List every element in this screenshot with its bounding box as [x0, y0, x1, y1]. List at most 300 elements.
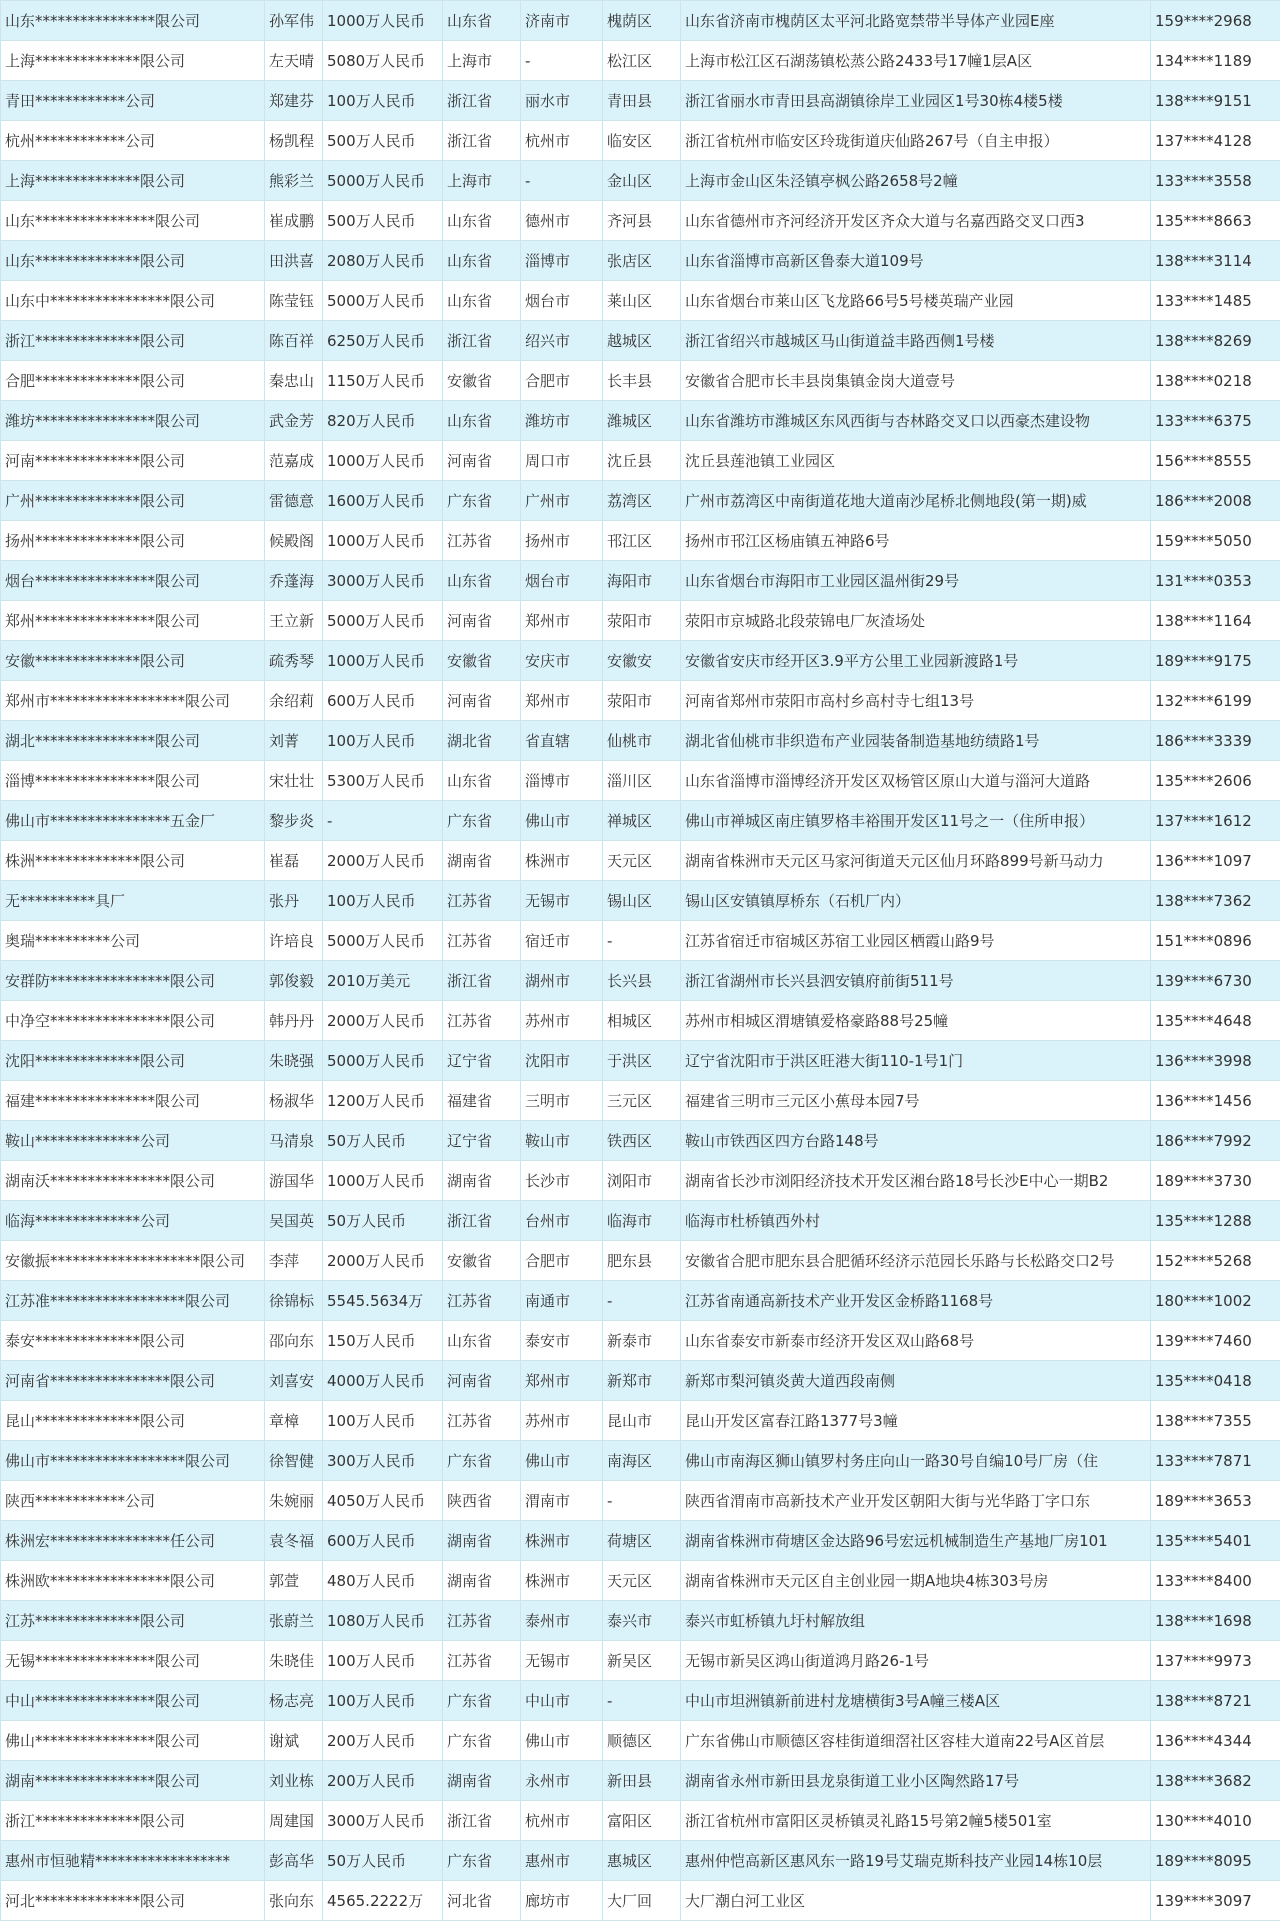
city-cell: 宿迁市 [521, 921, 603, 961]
address-cell: 浙江省丽水市青田县高湖镇徐岸工业园区1号30栋4楼5楼 [681, 81, 1151, 121]
company-name-cell: 广州**************限公司 [1, 481, 265, 521]
legal-representative-cell: 郭萱 [265, 1561, 323, 1601]
district-cell: 荥阳市 [603, 681, 681, 721]
registered-capital-cell: 300万人民币 [323, 1441, 443, 1481]
district-cell: 齐河县 [603, 201, 681, 241]
registered-capital-cell: 1000万人民币 [323, 641, 443, 681]
address-cell: 扬州市邗江区杨庙镇五神路6号 [681, 521, 1151, 561]
district-cell: 相城区 [603, 1001, 681, 1041]
registered-capital-cell: 50万人民币 [323, 1121, 443, 1161]
legal-representative-cell: 陈百祥 [265, 321, 323, 361]
legal-representative-cell: 雷德意 [265, 481, 323, 521]
table-row [1, 681, 1280, 721]
city-cell: 省直辖 [521, 721, 603, 761]
legal-representative-cell: 候殿阁 [265, 521, 323, 561]
district-cell: 新田县 [603, 1761, 681, 1801]
province-cell: 安徽省 [443, 1241, 521, 1281]
table-row [1, 161, 1280, 201]
province-cell: 浙江省 [443, 1801, 521, 1841]
company-name-cell: 陕西************公司 [1, 1481, 265, 1521]
address-cell: 昆山开发区富春江路1377号3幢 [681, 1401, 1151, 1441]
registered-capital-cell: 2010万美元 [323, 961, 443, 1001]
district-cell: 荔湾区 [603, 481, 681, 521]
phone-cell: 186****2008 [1151, 481, 1280, 521]
city-cell: 中山市 [521, 1681, 603, 1721]
district-cell: 长兴县 [603, 961, 681, 1001]
phone-cell: 136****4344 [1151, 1721, 1280, 1761]
table-row [1, 561, 1280, 601]
city-cell: 合肥市 [521, 1241, 603, 1281]
city-cell: 沈阳市 [521, 1041, 603, 1081]
company-name-cell: 惠州市恒驰精****************** [1, 1841, 265, 1881]
phone-cell: 131****0353 [1151, 561, 1280, 601]
table-row [1, 801, 1280, 841]
table-row [1, 1761, 1280, 1801]
company-name-cell: 河南**************限公司 [1, 441, 265, 481]
phone-cell: 159****5050 [1151, 521, 1280, 561]
table-row [1, 1401, 1280, 1441]
province-cell: 江苏省 [443, 1641, 521, 1681]
company-name-cell: 安徽振********************限公司 [1, 1241, 265, 1281]
registered-capital-cell: 100万人民币 [323, 1681, 443, 1721]
address-cell: 浙江省杭州市富阳区灵桥镇灵礼路15号第2幢5楼501室 [681, 1801, 1151, 1841]
phone-cell: 135****2606 [1151, 761, 1280, 801]
legal-representative-cell: 章樟 [265, 1401, 323, 1441]
company-name-cell: 上海**************限公司 [1, 161, 265, 201]
legal-representative-cell: 谢斌 [265, 1721, 323, 1761]
table-row [1, 1161, 1280, 1201]
legal-representative-cell: 郑建芬 [265, 81, 323, 121]
city-cell: - [521, 161, 603, 201]
city-cell: 无锡市 [521, 1641, 603, 1681]
province-cell: 安徽省 [443, 641, 521, 681]
legal-representative-cell: 疏秀琴 [265, 641, 323, 681]
address-cell: 惠州仲恺高新区惠风东一路19号艾瑞克斯科技产业园14栋10层 [681, 1841, 1151, 1881]
legal-representative-cell: 许培良 [265, 921, 323, 961]
address-cell: 浙江省杭州市临安区玲珑街道庆仙路267号（自主申报） [681, 121, 1151, 161]
registered-capital-cell: 5000万人民币 [323, 1041, 443, 1081]
company-name-cell: 无锡****************限公司 [1, 1641, 265, 1681]
phone-cell: 138****0218 [1151, 361, 1280, 401]
phone-cell: 159****2968 [1151, 1, 1280, 41]
province-cell: 江苏省 [443, 1601, 521, 1641]
city-cell: 佛山市 [521, 801, 603, 841]
registered-capital-cell: 500万人民币 [323, 121, 443, 161]
registered-capital-cell: 50万人民币 [323, 1201, 443, 1241]
table-row [1, 1481, 1280, 1521]
district-cell: 新泰市 [603, 1321, 681, 1361]
phone-cell: 138****3114 [1151, 241, 1280, 281]
phone-cell: 139****7460 [1151, 1321, 1280, 1361]
registered-capital-cell: 5080万人民币 [323, 41, 443, 81]
address-cell: 佛山市禅城区南庄镇罗格丰裕围开发区11号之一（住所申报） [681, 801, 1151, 841]
legal-representative-cell: 李萍 [265, 1241, 323, 1281]
phone-cell: 180****1002 [1151, 1281, 1280, 1321]
district-cell: 顺德区 [603, 1721, 681, 1761]
address-cell: 江苏省南通高新技术产业开发区金桥路1168号 [681, 1281, 1151, 1321]
company-name-cell: 山东****************限公司 [1, 201, 265, 241]
address-cell: 浙江省绍兴市越城区马山街道益丰路西侧1号楼 [681, 321, 1151, 361]
city-cell: 台州市 [521, 1201, 603, 1241]
registered-capital-cell: 4050万人民币 [323, 1481, 443, 1521]
province-cell: 湖南省 [443, 1521, 521, 1561]
city-cell: 合肥市 [521, 361, 603, 401]
table-row [1, 321, 1280, 361]
legal-representative-cell: 熊彩兰 [265, 161, 323, 201]
company-name-cell: 上海**************限公司 [1, 41, 265, 81]
phone-cell: 139****3097 [1151, 1881, 1280, 1921]
province-cell: 浙江省 [443, 81, 521, 121]
table-row [1, 1321, 1280, 1361]
phone-cell: 186****3339 [1151, 721, 1280, 761]
district-cell: 张店区 [603, 241, 681, 281]
registered-capital-cell: 3000万人民币 [323, 1801, 443, 1841]
legal-representative-cell: 杨志亮 [265, 1681, 323, 1721]
company-name-cell: 奥瑞**********公司 [1, 921, 265, 961]
company-name-cell: 江苏**************限公司 [1, 1601, 265, 1641]
table-row [1, 1361, 1280, 1401]
legal-representative-cell: 杨凯程 [265, 121, 323, 161]
province-cell: 山东省 [443, 241, 521, 281]
district-cell: 富阳区 [603, 1801, 681, 1841]
phone-cell: 135****5401 [1151, 1521, 1280, 1561]
legal-representative-cell: 游国华 [265, 1161, 323, 1201]
province-cell: 湖北省 [443, 721, 521, 761]
district-cell: 大厂回 [603, 1881, 681, 1921]
table-row [1, 481, 1280, 521]
phone-cell: 138****8269 [1151, 321, 1280, 361]
district-cell: 荷塘区 [603, 1521, 681, 1561]
table-row [1, 921, 1280, 961]
phone-cell: 189****8095 [1151, 1841, 1280, 1881]
phone-cell: 189****3653 [1151, 1481, 1280, 1521]
legal-representative-cell: 武金芳 [265, 401, 323, 441]
province-cell: 辽宁省 [443, 1041, 521, 1081]
company-name-cell: 浙江**************限公司 [1, 1801, 265, 1841]
registered-capital-cell: 1000万人民币 [323, 1161, 443, 1201]
legal-representative-cell: 崔磊 [265, 841, 323, 881]
city-cell: 湖州市 [521, 961, 603, 1001]
province-cell: 江苏省 [443, 1281, 521, 1321]
registered-capital-cell: 1000万人民币 [323, 1, 443, 41]
legal-representative-cell: 崔成鹏 [265, 201, 323, 241]
city-cell: 佛山市 [521, 1721, 603, 1761]
registered-capital-cell: 5300万人民币 [323, 761, 443, 801]
registered-capital-cell: 3000万人民币 [323, 561, 443, 601]
district-cell: 新郑市 [603, 1361, 681, 1401]
province-cell: 河南省 [443, 601, 521, 641]
table-row [1, 1641, 1280, 1681]
province-cell: 广东省 [443, 1721, 521, 1761]
table-row [1, 121, 1280, 161]
company-name-cell: 扬州**************限公司 [1, 521, 265, 561]
table-row [1, 1201, 1280, 1241]
province-cell: 山东省 [443, 1321, 521, 1361]
table-row [1, 761, 1280, 801]
phone-cell: 138****9151 [1151, 81, 1280, 121]
district-cell: 浏阳市 [603, 1161, 681, 1201]
phone-cell: 133****8400 [1151, 1561, 1280, 1601]
legal-representative-cell: 朱晓强 [265, 1041, 323, 1081]
address-cell: 福建省三明市三元区小蕉母本园7号 [681, 1081, 1151, 1121]
legal-representative-cell: 左天晴 [265, 41, 323, 81]
company-name-cell: 株洲宏****************任公司 [1, 1521, 265, 1561]
registered-capital-cell: 100万人民币 [323, 1641, 443, 1681]
table-row [1, 1441, 1280, 1481]
company-name-cell: 山东**************限公司 [1, 241, 265, 281]
legal-representative-cell: 刘业栋 [265, 1761, 323, 1801]
company-name-cell: 安徽**************限公司 [1, 641, 265, 681]
city-cell: 三明市 [521, 1081, 603, 1121]
company-name-cell: 江苏准******************限公司 [1, 1281, 265, 1321]
district-cell: - [603, 1681, 681, 1721]
province-cell: 湖南省 [443, 841, 521, 881]
legal-representative-cell: 孙军伟 [265, 1, 323, 41]
address-cell: 上海市松江区石湖荡镇松蒸公路2433号17幢1层A区 [681, 41, 1151, 81]
city-cell: 安庆市 [521, 641, 603, 681]
address-cell: 山东省淄博市高新区鲁泰大道109号 [681, 241, 1151, 281]
city-cell: 烟台市 [521, 561, 603, 601]
address-cell: 沈丘县莲池镇工业园区 [681, 441, 1151, 481]
city-cell: 渭南市 [521, 1481, 603, 1521]
city-cell: 永州市 [521, 1761, 603, 1801]
address-cell: 上海市金山区朱泾镇亭枫公路2658号2幢 [681, 161, 1151, 201]
phone-cell: 189****9175 [1151, 641, 1280, 681]
address-cell: 湖南省株洲市荷塘区金达路96号宏远机械制造生产基地厂房101 [681, 1521, 1151, 1561]
registered-capital-cell: 2080万人民币 [323, 241, 443, 281]
legal-representative-cell: 张向东 [265, 1881, 323, 1921]
address-cell: 山东省烟台市海阳市工业园区温州街29号 [681, 561, 1151, 601]
company-name-cell: 湖北****************限公司 [1, 721, 265, 761]
district-cell: 临安区 [603, 121, 681, 161]
legal-representative-cell: 范嘉成 [265, 441, 323, 481]
registered-capital-cell: 200万人民币 [323, 1721, 443, 1761]
table-row [1, 401, 1280, 441]
city-cell: 廊坊市 [521, 1881, 603, 1921]
address-cell: 山东省淄博市淄博经济开发区双杨管区原山大道与淄河大道路 [681, 761, 1151, 801]
city-cell: 潍坊市 [521, 401, 603, 441]
registered-capital-cell: 5000万人民币 [323, 161, 443, 201]
city-cell: 周口市 [521, 441, 603, 481]
legal-representative-cell: 乔蓬海 [265, 561, 323, 601]
city-cell: 郑州市 [521, 681, 603, 721]
table-row [1, 521, 1280, 561]
phone-cell: 138****8721 [1151, 1681, 1280, 1721]
legal-representative-cell: 吴国英 [265, 1201, 323, 1241]
table-row [1, 881, 1280, 921]
company-name-cell: 烟台****************限公司 [1, 561, 265, 601]
address-cell: 山东省济南市槐荫区太平河北路宽禁带半导体产业园E座 [681, 1, 1151, 41]
company-name-cell: 湖南****************限公司 [1, 1761, 265, 1801]
legal-representative-cell: 朱婉丽 [265, 1481, 323, 1521]
address-cell: 湖南省永州市新田县龙泉街道工业小区陶然路17号 [681, 1761, 1151, 1801]
company-name-cell: 株洲欧****************限公司 [1, 1561, 265, 1601]
province-cell: 辽宁省 [443, 1121, 521, 1161]
province-cell: 河南省 [443, 441, 521, 481]
legal-representative-cell: 田洪喜 [265, 241, 323, 281]
company-name-cell: 泰安**************限公司 [1, 1321, 265, 1361]
phone-cell: 152****5268 [1151, 1241, 1280, 1281]
registered-capital-cell: 500万人民币 [323, 201, 443, 241]
table-row [1, 1801, 1280, 1841]
province-cell: 河北省 [443, 1881, 521, 1921]
registered-capital-cell: 5000万人民币 [323, 281, 443, 321]
legal-representative-cell: 徐智健 [265, 1441, 323, 1481]
legal-representative-cell: 袁冬福 [265, 1521, 323, 1561]
registered-capital-cell: 1600万人民币 [323, 481, 443, 521]
address-cell: 锡山区安镇镇厚桥东（石机厂内） [681, 881, 1151, 921]
registered-capital-cell: 50万人民币 [323, 1841, 443, 1881]
province-cell: 浙江省 [443, 1201, 521, 1241]
phone-cell: 138****3682 [1151, 1761, 1280, 1801]
phone-cell: 138****1164 [1151, 601, 1280, 641]
registered-capital-cell: 2000万人民币 [323, 1001, 443, 1041]
city-cell: 丽水市 [521, 81, 603, 121]
phone-cell: 135****8663 [1151, 201, 1280, 241]
address-cell: 山东省潍坊市潍城区东风西街与杏林路交叉口以西豪杰建设物 [681, 401, 1151, 441]
province-cell: 陕西省 [443, 1481, 521, 1521]
district-cell: 海阳市 [603, 561, 681, 601]
phone-cell: 135****0418 [1151, 1361, 1280, 1401]
district-cell: 临海市 [603, 1201, 681, 1241]
city-cell: 淄博市 [521, 761, 603, 801]
city-cell: 绍兴市 [521, 321, 603, 361]
district-cell: - [603, 921, 681, 961]
district-cell: 淄川区 [603, 761, 681, 801]
company-name-cell: 鞍山**************公司 [1, 1121, 265, 1161]
registered-capital-cell: 600万人民币 [323, 681, 443, 721]
address-cell: 山东省泰安市新泰市经济开发区双山路68号 [681, 1321, 1151, 1361]
table-row [1, 1121, 1280, 1161]
phone-cell: 137****1612 [1151, 801, 1280, 841]
phone-cell: 130****4010 [1151, 1801, 1280, 1841]
address-cell: 泰兴市虹桥镇九圩村解放组 [681, 1601, 1151, 1641]
registered-capital-cell: 4565.2222万 [323, 1881, 443, 1921]
registered-capital-cell: 6250万人民币 [323, 321, 443, 361]
district-cell: 禅城区 [603, 801, 681, 841]
address-cell: 安徽省合肥市长丰县岗集镇金岗大道壹号 [681, 361, 1151, 401]
province-cell: 江苏省 [443, 1001, 521, 1041]
company-name-cell: 临海**************公司 [1, 1201, 265, 1241]
city-cell: 泰州市 [521, 1601, 603, 1641]
registered-capital-cell: 150万人民币 [323, 1321, 443, 1361]
district-cell: 新吴区 [603, 1641, 681, 1681]
phone-cell: 133****1485 [1151, 281, 1280, 321]
company-name-cell: 福建****************限公司 [1, 1081, 265, 1121]
registered-capital-cell: 1000万人民币 [323, 441, 443, 481]
district-cell: 莱山区 [603, 281, 681, 321]
city-cell: 泰安市 [521, 1321, 603, 1361]
city-cell: 长沙市 [521, 1161, 603, 1201]
registered-capital-cell: - [323, 801, 443, 841]
address-cell: 鞍山市铁西区四方台路148号 [681, 1121, 1151, 1161]
company-name-cell: 潍坊****************限公司 [1, 401, 265, 441]
table-row [1, 361, 1280, 401]
company-name-cell: 湖南沃****************限公司 [1, 1161, 265, 1201]
address-cell: 湖南省长沙市浏阳经济技术开发区湘台路18号长沙E中心一期B2 [681, 1161, 1151, 1201]
district-cell: 长丰县 [603, 361, 681, 401]
phone-cell: 137****4128 [1151, 121, 1280, 161]
city-cell: 郑州市 [521, 1361, 603, 1401]
address-cell: 浙江省湖州市长兴县泗安镇府前街511号 [681, 961, 1151, 1001]
address-cell: 山东省烟台市莱山区飞龙路66号5号楼英瑞产业园 [681, 281, 1151, 321]
city-cell: 株洲市 [521, 1561, 603, 1601]
address-cell: 广东省佛山市顺德区容桂街道细滘社区容桂大道南22号A区首层 [681, 1721, 1151, 1761]
table-row [1, 1841, 1280, 1881]
company-name-cell: 佛山市******************限公司 [1, 1441, 265, 1481]
phone-cell: 133****7871 [1151, 1441, 1280, 1481]
registered-capital-cell: 5000万人民币 [323, 601, 443, 641]
province-cell: 浙江省 [443, 961, 521, 1001]
phone-cell: 135****4648 [1151, 1001, 1280, 1041]
province-cell: 江苏省 [443, 881, 521, 921]
registered-capital-cell: 1150万人民币 [323, 361, 443, 401]
city-cell: 惠州市 [521, 1841, 603, 1881]
phone-cell: 189****3730 [1151, 1161, 1280, 1201]
district-cell: 荥阳市 [603, 601, 681, 641]
table-row [1, 1601, 1280, 1641]
district-cell: 仙桃市 [603, 721, 681, 761]
table-row [1, 721, 1280, 761]
legal-representative-cell: 张蔚兰 [265, 1601, 323, 1641]
district-cell: - [603, 1281, 681, 1321]
phone-cell: 134****1189 [1151, 41, 1280, 81]
address-cell: 荥阳市京城路北段荥锦电厂灰渣场处 [681, 601, 1151, 641]
district-cell: - [603, 1481, 681, 1521]
table-row [1, 1281, 1280, 1321]
legal-representative-cell: 朱晓佳 [265, 1641, 323, 1681]
legal-representative-cell: 黎步炎 [265, 801, 323, 841]
address-cell: 安徽省安庆市经开区3.9平方公里工业园新渡路1号 [681, 641, 1151, 681]
company-name-cell: 佛山****************限公司 [1, 1721, 265, 1761]
company-name-cell: 沈阳**************限公司 [1, 1041, 265, 1081]
district-cell: 铁西区 [603, 1121, 681, 1161]
table-row [1, 1, 1280, 41]
district-cell: 天元区 [603, 841, 681, 881]
legal-representative-cell: 郭俊毅 [265, 961, 323, 1001]
registered-capital-cell: 2000万人民币 [323, 841, 443, 881]
legal-representative-cell: 徐锦标 [265, 1281, 323, 1321]
legal-representative-cell: 陈莹钰 [265, 281, 323, 321]
district-cell: 于洪区 [603, 1041, 681, 1081]
province-cell: 河南省 [443, 681, 521, 721]
address-cell: 大厂潮白河工业区 [681, 1881, 1151, 1921]
phone-cell: 186****7992 [1151, 1121, 1280, 1161]
company-name-cell: 淄博****************限公司 [1, 761, 265, 801]
city-cell: 南通市 [521, 1281, 603, 1321]
registered-capital-cell: 100万人民币 [323, 1401, 443, 1441]
legal-representative-cell: 刘菁 [265, 721, 323, 761]
address-cell: 湖北省仙桃市非织造布产业园装备制造基地纺绩路1号 [681, 721, 1151, 761]
province-cell: 山东省 [443, 561, 521, 601]
phone-cell: 133****3558 [1151, 161, 1280, 201]
province-cell: 山东省 [443, 201, 521, 241]
province-cell: 上海市 [443, 161, 521, 201]
company-name-cell: 青田************公司 [1, 81, 265, 121]
company-name-cell: 中山****************限公司 [1, 1681, 265, 1721]
table-row [1, 41, 1280, 81]
phone-cell: 132****6199 [1151, 681, 1280, 721]
district-cell: 潍城区 [603, 401, 681, 441]
legal-representative-cell: 秦忠山 [265, 361, 323, 401]
table-row [1, 601, 1280, 641]
table-row [1, 1721, 1280, 1761]
registered-capital-cell: 820万人民币 [323, 401, 443, 441]
province-cell: 湖南省 [443, 1561, 521, 1601]
province-cell: 江苏省 [443, 1401, 521, 1441]
city-cell: 郑州市 [521, 601, 603, 641]
legal-representative-cell: 刘喜安 [265, 1361, 323, 1401]
